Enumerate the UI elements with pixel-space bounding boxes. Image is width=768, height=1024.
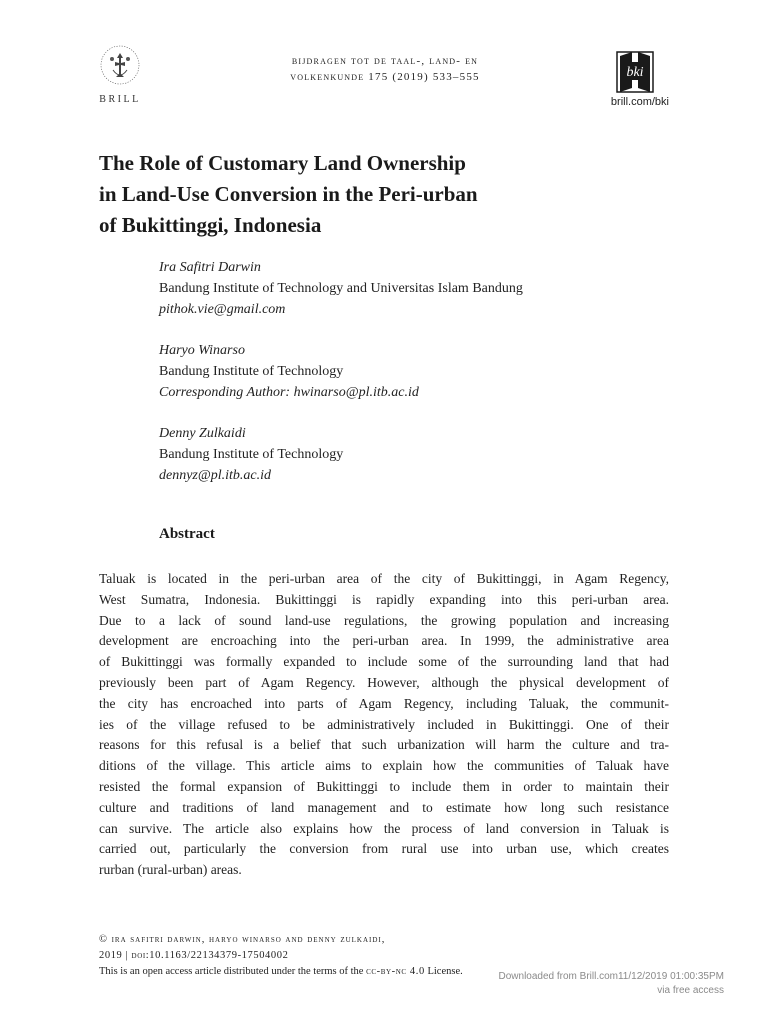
author-email[interactable]: pithok.vie@gmail.com <box>159 302 286 317</box>
journal-name-line-1: bijdragen tot de taal-, land- en <box>291 55 479 67</box>
abstract-line: development are encroaching into the peri-urban area. In 1999, the administrative area <box>99 633 669 649</box>
author-affiliation: Bandung Institute of Technology <box>159 364 344 379</box>
author-email[interactable]: Corresponding Author: hwinarso@pl.itb.ac.id <box>159 385 419 400</box>
abstract-line: Taluak is located in the peri-urban area of the city of Bukittinggi, in Agam Regency, <box>99 571 669 586</box>
abstract-line: ditions of the village. This article aims to explain how the communities of Taluak have <box>99 758 669 774</box>
title-line: in Land-Use Conversion in the Peri-urban <box>99 182 478 206</box>
abstract-line: West Sumatra, Indonesia. Bukittinggi is rapidly expanding into this peri-urban area. <box>99 591 669 607</box>
author-name: Ira Safitri Darwin <box>159 260 261 275</box>
abstract-line: the city has encroached into parts of Agam Regency, including Taluak, the communit- <box>99 695 669 711</box>
abstract-body <box>99 569 669 881</box>
title-line: The Role of Customary Land Ownership <box>99 151 466 175</box>
doi-line[interactable]: 2019 | doi:10.1163/22134379-17504002 <box>99 950 289 961</box>
journal-name-line-2: volkenkunde 175 (2019) 533–555 <box>290 71 480 83</box>
brill-logo <box>96 44 144 105</box>
title-line: of Bukittinggi, Indonesia <box>99 213 322 237</box>
abstract-line: resisted the formal expansion of Bukittinggi to include them in order to maintain their <box>99 778 669 794</box>
abstract-line: reasons for this refusal is a belief that such urbanization will harm the culture and tra- <box>99 737 669 753</box>
bki-logo-text: bki <box>626 65 644 80</box>
abstract-line: Due to a lack of sound land-use regulations, the growing population and increasing <box>99 612 669 628</box>
author-block <box>159 423 679 486</box>
journal-url-link[interactable]: brill.com/bki <box>610 96 669 108</box>
author-affiliation: Bandung Institute of Technology <box>159 447 344 462</box>
publisher-name: BRILL <box>99 94 141 105</box>
abstract-heading: Abstract <box>159 526 215 542</box>
download-watermark: Downloaded from Brill.com11/12/2019 01:00:35PM <box>498 971 724 982</box>
abstract-line: ies of the village refused to be administratively included in Bukittinggi. One of their <box>99 716 669 732</box>
abstract-line: can survive. The article also explains how the process of land conversion in Taluak is <box>99 820 669 836</box>
bki-logo-icon <box>614 48 656 94</box>
author-block <box>159 257 679 320</box>
author-name: Denny Zulkaidi <box>159 426 246 441</box>
abstract-line: carried out, particularly the conversion from rural use into urban use, which creates <box>99 841 669 857</box>
abstract-line: previously been part of Agam Regency. However, although the physical development of <box>99 674 669 690</box>
license-prefix: This is an open access article distributed under the terms of the <box>99 966 367 977</box>
license-link[interactable]: cc-by-nc 4.0 <box>366 966 425 977</box>
abstract-line: rurban (rural-urban) areas. <box>99 862 242 878</box>
copyright-line: © ira safitri darwin, haryo winarso and denny zulkaidi, <box>99 934 386 945</box>
abstract-line: culture and traditions of land management and to estimate how long such resistance <box>99 799 669 815</box>
abstract-line: of Bukittinggi was formally expanded to include some of the surrounding land that had <box>99 654 669 670</box>
author-email[interactable]: dennyz@pl.itb.ac.id <box>159 468 272 483</box>
author-name: Haryo Winarso <box>159 343 245 358</box>
brill-seal-icon <box>99 44 141 88</box>
author-block <box>159 340 679 403</box>
article-title <box>99 148 659 241</box>
access-watermark: via free access <box>657 985 724 996</box>
license-suffix: License. <box>424 966 463 977</box>
author-affiliation: Bandung Institute of Technology and Universitas Islam Bandung <box>159 281 523 296</box>
